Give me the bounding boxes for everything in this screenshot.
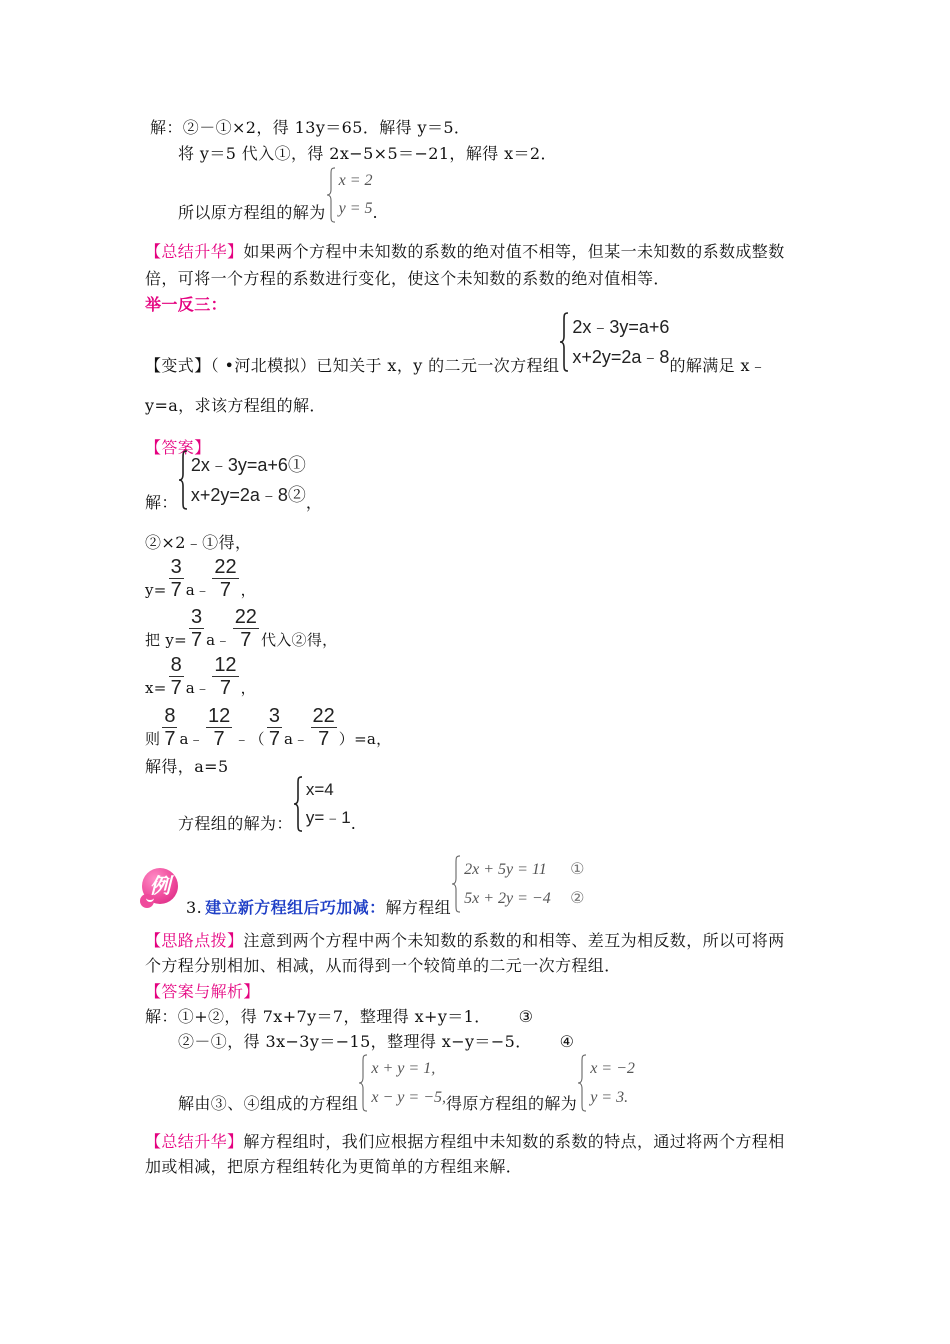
summary-1-line-2: 倍，可将一个方程的系数进行变化，使这个未知数的系数的绝对值相等． [145,269,670,288]
hint-tag: 【思路点拨】 [145,931,244,950]
system-equation: x = −2 [590,1060,635,1077]
expression-text: 代入②得， [260,631,338,649]
example-title: 建立新方程组后巧加减： [205,898,386,917]
analysis-text: 解：①+②，得 7x+7y＝7，整理得 x+y＝1． [145,1007,491,1026]
fraction [311,705,337,750]
fraction-denominator: 7 [212,578,238,601]
fraction-numerator: 12 [207,705,231,727]
example-3-row [186,855,585,917]
example-3-heading [186,898,451,918]
system-equation: x − y = −5, [371,1089,446,1106]
expression-text: a﹣ [206,631,231,649]
left-brace-icon [358,1054,368,1112]
system-equation: 2x﹣3y=a+6 [572,317,670,337]
solution-line-2: 将 y＝5 代入①，得 2x−5×5＝−21，解得 x＝2． [178,144,557,163]
expression-text: y= [145,581,167,599]
expression-text: a﹣ [283,730,309,748]
answer-final-row [178,776,356,832]
solution-result-suffix: . [372,203,379,222]
hint-line-2: 个方程分别相加、相减，从而得到一个较简单的二元一次方程组． [145,956,621,975]
fraction-numerator: 22 [312,705,335,727]
left-brace-icon [293,776,303,832]
analysis-tag: 【答案与解析】 [145,982,260,1001]
answer-step-2 [145,556,256,601]
fraction-numerator: 8 [164,705,176,727]
combined-system [358,1054,446,1112]
fraction [206,705,232,750]
variant-system [559,312,669,372]
fraction-denominator: 7 [206,727,232,750]
fraction-numerator: 22 [234,606,257,628]
system-equation: y=﹣1 [305,808,351,827]
answer-system-row [145,450,322,510]
expression-text: a﹣ [185,679,211,697]
answer-step-3 [145,606,337,651]
expression-text: a﹣ [179,730,204,748]
left-brace-icon [326,167,336,223]
system-equation-row [464,884,584,913]
fraction [189,606,204,651]
system-equation: y = 5 [338,200,373,217]
fraction-numerator: 3 [268,705,280,727]
equation-number: ② [570,890,585,907]
system-equation: 2x﹣3y=a+6① [190,455,306,475]
left-brace-icon [559,312,569,372]
fraction-denominator: 7 [164,728,176,750]
example-badge-label: 例 [149,874,171,898]
answer-final-system [293,776,351,832]
answer-step-6: 解得，a=5 [145,757,229,776]
answer-final-suffix: . [350,814,357,833]
fraction-numerator: 22 [214,556,237,578]
answer-system [178,450,306,510]
summary-2-line-1 [145,1132,785,1152]
system-equation: x + y = 1, [371,1060,436,1077]
summary-2-line-2: 加或相减，把原方程组转化为更简单的方程组来解． [145,1157,523,1176]
example-number: 3. [186,898,203,917]
fraction [169,556,184,601]
practice-heading: 举一反三： [145,295,228,314]
analysis-line-1 [145,1007,533,1027]
solution-line-1: 解：②－①×2，得 13y＝65．解得 y＝5． [150,118,471,137]
answer-step-1: ②×2﹣①得， [145,533,252,552]
expression-text: 则 [145,730,161,748]
fraction-denominator: 7 [191,629,203,651]
expression-text: ）=a， [338,730,392,748]
fraction-denominator: 7 [233,628,259,651]
fraction [233,606,259,651]
system-equation: x+2y=2a﹣8 [572,347,670,367]
fraction-denominator: 7 [268,728,280,750]
summary-1-line-1 [145,242,785,262]
fraction-denominator: 7 [212,676,238,699]
hint-line-1 [145,931,785,951]
system-equation: x = 2 [338,172,373,189]
left-brace-icon [451,855,461,913]
fraction-numerator: 3 [191,606,203,628]
variant-line-2: y=a，求该方程组的解． [145,396,326,415]
equation-number: ① [570,861,585,878]
equation-number: ③ [518,1007,534,1026]
expression-text: 把 y= [145,631,188,649]
analysis-mid: 得原方程组的解为 [446,1094,578,1113]
summary-tag: 【总结升华】 [145,1132,244,1151]
expression-text: ， [240,581,256,599]
variant-suffix: 的解满足 x﹣ [669,356,767,375]
fraction [169,654,184,699]
summary-1-text: 如果两个方程中未知数的系数的绝对值不相等，但某一未知数的系数成整数 [243,242,785,261]
expression-text: ﹣（ [234,730,265,748]
system-equation: 5x + 2y = −4 [464,890,551,907]
analysis-line-3 [178,1054,635,1112]
system-equation-row [464,855,584,884]
answer-system-suffix: ， [305,493,323,512]
system-equation: x+2y=2a﹣8② [190,485,306,505]
summary-2-text: 解方程组时，我们应根据方程组中未知数的系数的特点，通过将两个方程相 [243,1132,785,1151]
expression-text: x= [145,679,167,697]
system-equation: 2x + 5y = 11 [464,861,547,878]
analysis-text: ②－①，得 3x−3y＝−15，整理得 x−y＝−5． [178,1032,532,1051]
example-badge-icon [142,868,178,904]
fraction-numerator: 3 [170,556,182,578]
system-equation: y = 3. [590,1089,629,1106]
result-system [577,1054,635,1112]
answer-step-4 [145,654,256,699]
fraction-denominator: 7 [311,727,337,750]
summary-tag: 【总结升华】 [145,242,244,261]
left-brace-icon [178,450,188,510]
left-brace-icon [577,1054,587,1112]
answer-solve-prefix: 解： [145,493,178,512]
variant-row [145,312,767,375]
example-3-system [451,855,584,913]
fraction [212,556,238,601]
example-prompt: 解方程组 [385,898,452,917]
analysis-prefix: 解由③、④组成的方程组 [178,1094,359,1113]
fraction [267,705,282,750]
answer-final-prefix: 方程组的解为： [178,814,293,833]
variant-prefix: 【变式】（ •河北模拟）已知关于 x，y 的二元一次方程组 [145,356,560,375]
answer-step-5 [145,705,391,750]
fraction-numerator: 12 [214,654,237,676]
fraction-denominator: 7 [170,677,182,699]
analysis-line-2 [178,1032,574,1052]
expression-text: a﹣ [185,581,211,599]
fraction-denominator: 7 [170,579,182,601]
solution-result-system [326,167,373,223]
solution-result-prefix: 所以原方程组的解为 [178,203,326,222]
answer-tag: 【答案】 [145,438,211,457]
fraction [212,654,238,699]
fraction [162,705,177,750]
system-equation: x=4 [305,780,334,799]
equation-number: ④ [559,1032,575,1051]
expression-text: ， [240,679,256,697]
hint-text: 注意到两个方程中两个未知数的系数的和相等、差互为相反数，所以可将两 [243,931,785,950]
solution-result-row [178,167,378,223]
fraction-numerator: 8 [170,654,182,676]
